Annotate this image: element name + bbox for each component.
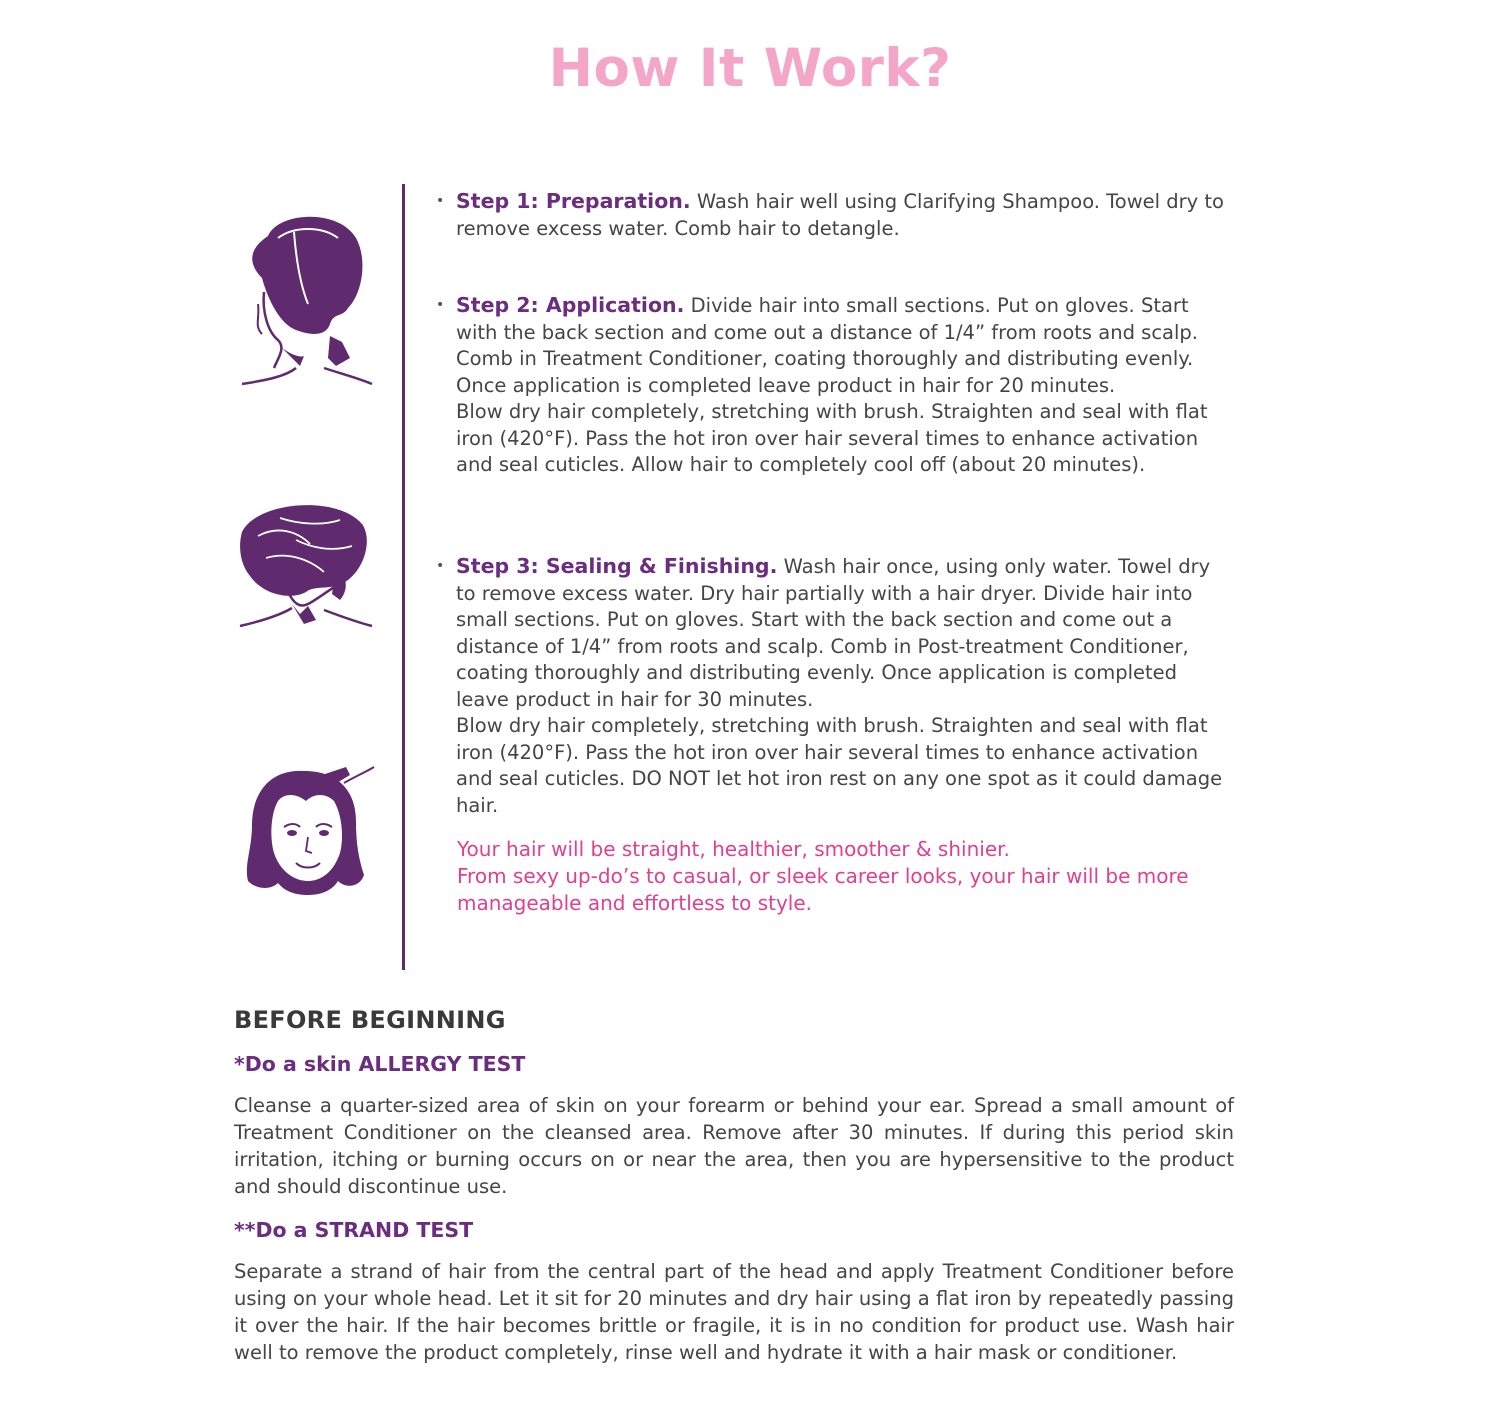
hair-sections-illustration bbox=[236, 496, 376, 632]
strand-test-title: **Do a STRAND TEST bbox=[234, 1218, 474, 1242]
step-2-label: Step 2: Application. bbox=[456, 293, 685, 317]
allergy-test-text: Cleanse a quarter-sized area of skin on your forearm or behind your ear. Spread a small amount of Treatment Conditioner on the cleansed area. Remove after 30 minutes. If during this period skin irritation, itching or burning occurs on or near the area, then you are hypersensitive to the product and should discontinue use. bbox=[234, 1094, 1234, 1198]
before-heading: BEFORE BEGINNING bbox=[234, 1006, 506, 1034]
bullet: • bbox=[436, 193, 445, 209]
hair-washing-illustration bbox=[238, 208, 378, 390]
step-1-text: Wash hair well using Clarifying Shampoo. Towel dry to remove excess water. Comb hair to detangle. bbox=[456, 190, 1224, 240]
promo-line-1: Your hair will be straight, healthier, smoother & shinier. bbox=[457, 837, 1010, 861]
bullet: • bbox=[436, 297, 445, 313]
step-2-text-continued: Blow dry hair completely, stretching with brush. Straighten and seal with flat iron (420°F). Pass the hot iron over hair several times to enhance activation and seal cuticles. Allow hair to completely cool off (about 20 minutes). bbox=[456, 400, 1208, 476]
before-beginning-section bbox=[234, 1006, 1234, 1366]
strand-test-text: Separate a strand of hair from the central part of the head and apply Treatment Conditioner before using on your whole head. Let it sit for 20 minutes and dry hair using a flat iron by repeatedly passing it over the hair. If the hair becomes brittle or fragile, it is in no condition for product use. Wash hair well to remove the product completely, rinse well and hydrate it with a hair mask or conditioner. bbox=[234, 1260, 1234, 1364]
step-2-text: Divide hair into small sections. Put on gloves. Start with the back section and come out a distance of 1/4” from roots and scalp. Comb in Treatment Conditioner, coating thoroughly and distributing evenly. Once application is completed leave product in hair for 20 minutes. bbox=[456, 294, 1198, 397]
step-3-text: Wash hair once, using only water. Towel dry to remove excess water. Dry hair partially with a hair dryer. Divide hair into small sections. Put on gloves. Start with the back section and come out a distance of 1/4” from roots and scalp. Comb in Post-treatment Conditioner, coating thoroughly and distributing evenly. Once application is completed leave product in hair for 30 minutes. bbox=[456, 555, 1211, 711]
vertical-divider bbox=[402, 184, 405, 970]
step-3-label: Step 3: Sealing & Finishing. bbox=[456, 554, 778, 578]
step-1 bbox=[436, 188, 1232, 242]
step-3 bbox=[436, 553, 1232, 819]
promo-text bbox=[457, 836, 1237, 917]
woman-face-illustration bbox=[238, 765, 378, 901]
step-1-label: Step 1: Preparation. bbox=[456, 189, 691, 213]
step-2 bbox=[436, 292, 1232, 479]
promo-line-2: From sexy up-do’s to casual, or sleek career looks, your hair will be more manageable and effortless to style. bbox=[457, 864, 1189, 915]
bullet: • bbox=[436, 558, 445, 574]
step-3-text-continued: Blow dry hair completely, stretching with brush. Straighten and seal with flat iron (420°F). Pass the hot iron over hair several times to enhance activation and seal cuticles. DO NOT let hot iron rest on any one spot as it could damage hair. bbox=[456, 714, 1223, 817]
page-title: How It Work? bbox=[548, 38, 952, 99]
allergy-test-title: *Do a skin ALLERGY TEST bbox=[234, 1052, 526, 1076]
